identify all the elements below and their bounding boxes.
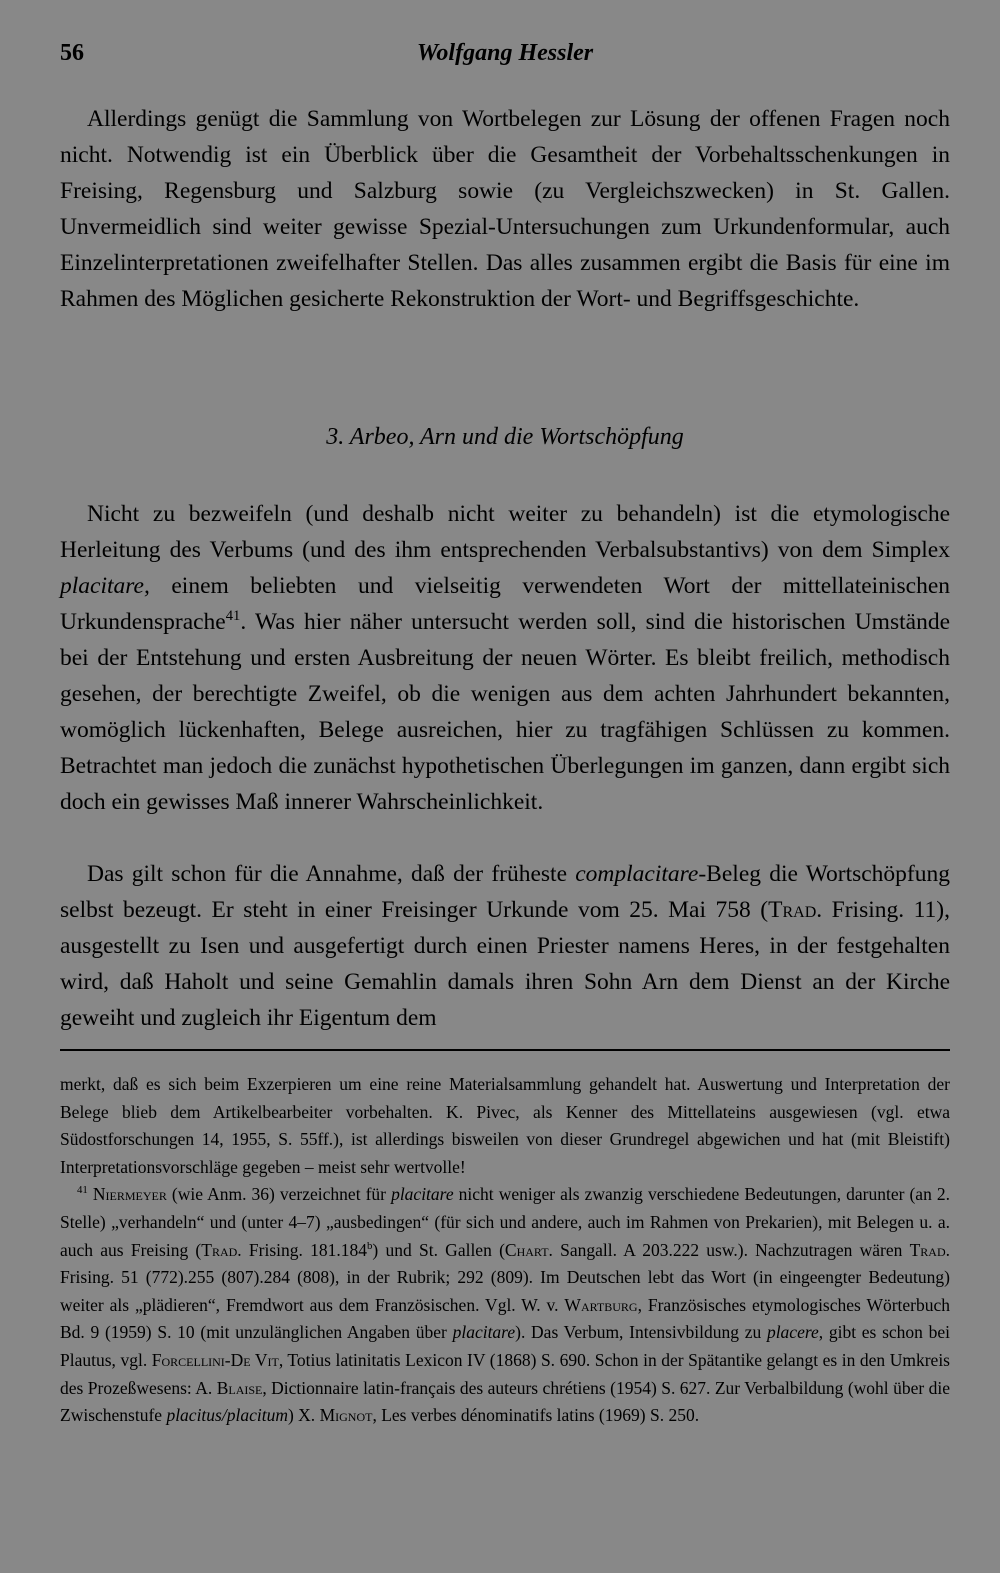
footnotes — [60, 1071, 950, 1430]
footnote-divider — [60, 1049, 950, 1051]
term-complacitare: complacitare — [575, 861, 699, 887]
section-heading: 3. Arbeo, Arn und die Wortschöpfung — [326, 424, 684, 450]
paragraph-text: Allerdings genügt die Sammlung von Wortbelegen zur Lösung der offenen Fragen noch nicht. Notwendig ist ein Überblick über die Gesamtheit der Vorbehaltsschenkungen in Freising, Regensburg und Salzburg sowie (zu Vergleichszwecken) in St. Gallen. Unvermeidlich sind weiter gewisse Spezial-Untersuchungen zum Urkundenformular, auch Einzelinterpretationen zweifelhafter Stellen. Das alles zusammen ergibt die Basis für eine im Rahmen des Möglichen gesicherte Rekonstruktion der Wort- und Begriffsgeschichte. — [60, 106, 950, 312]
page-number: 56 — [60, 40, 84, 66]
term-placitare: placitare, — [60, 573, 150, 599]
footnote-continued: merkt, daß es sich beim Exzerpieren um eine reine Materialsammlung gehandelt hat. Auswertung und Interpretation der Belege blieb dem Artikelbearbeiter vorbehalten. K. Pivec, als Kenner des Mittellateins ausgewiesen (vgl. etwa Südostforschungen 14, 1955, S. 55ff.), ist allerdings bisweilen von dieser Grundregel abgewichen und hat (mit Bleistift) Interpretationsvorschläge gegeben – meist sehr wertvolle! — [60, 1074, 950, 1177]
running-head: Wolfgang Hessler — [416, 40, 594, 66]
footnote-number: 41 — [77, 1184, 88, 1197]
paragraph-text: Nicht zu bezweifeln (und deshalb nicht weiter zu behandeln) ist die etymologische Herleitung des Verbums (und des ihm entsprechenden Verbalsubstantivs) von dem Simplex placitare, einem beliebten und vielseitig verwendeten Wort der mittellateinischen Urkundensprache$^{41}$. Was hier näher untersucht werden soll, sind die historischen Umstände bei der Entstehung und ersten Ausbreitung der neuen Wörter. Es bleibt freilich, methodisch gesehen, der berechtigte Zweifel, ob die wenigen aus dem achten Jahrhundert bekannten, womöglich lückenhaften, Belege ausreichen, hier zu tragfähigen Schlüssen zu kommen. Betrachtet man jedoch die zunächst hypothetischen Überlegungen im ganzen, dann ergibt sich doch ein gewisses Maß innerer Wahrscheinlichkeit. — [60, 501, 950, 815]
body-paragraph-1 — [60, 101, 950, 317]
footnote-41: $^{41}$ Niermeyer (wie Anm. 36) verzeichnet für placitare nicht weniger als zwanzig verschiedene Bedeutungen, darunter (an 2. Stelle) „verhandeln“ und (unter 4–7) „ausbedingen“ (für sich und andere, auch im Rahmen von Prekarien), mit Belegen u. a. auch aus Freising (Trad. Frising. 181.184$^b$) und St. Gallen (Chart. Sangall. A 203.222 usw.). Nachzutragen wären Trad. Frising. 51 (772).255 (807).284 (808), in der Rubrik; 292 (809). Im Deutschen lebt das Wort (in eingeengter Bedeutung) weiter als „plädieren“, Fremdwort aus dem Französischen. Vgl. W. v. Wartburg, Französisches etymologisches Wörterbuch Bd. 9 (1959) S. 10 (mit unzulänglichen Angaben über placitare). Das Verbum, Intensivbildung zu placere, gibt es schon bei Plautus, vgl. Forcellini-De Vit, Totius latinitatis Lexicon IV (1868) S. 690. Schon in der Spätantike gelangt es in den Umkreis des Prozeßwesens: A. Blaise, Dictionnaire latin-français des auteurs chrétiens (1954) S. 627. Zur Verbalbildung (wohl über die Zwischenstufe placitus/placitum) X. Mignot, Les verbes dénominatifs latins (1969) S. 250. — [60, 1184, 951, 1426]
footnote-ref-41: 41 — [225, 608, 241, 625]
body-paragraph-3 — [60, 856, 950, 1036]
body-paragraph-2 — [60, 496, 950, 820]
paragraph-text: Das gilt schon für die Annahme, daß der früheste complacitare-Beleg die Wortschöpfung selbst bezeugt. Er steht in einer Freisinger Urkunde vom 25. Mai 758 (Trad. Frising. 11), ausgestellt zu Isen und ausgefertigt durch einen Priester namens Heres, in der festgehalten wird, daß Haholt und seine Gemahlin damals ihren Sohn Arn dem Dienst an der Kirche geweiht und zugleich ihr Eigentum dem — [60, 861, 950, 1031]
page-header — [60, 40, 950, 76]
